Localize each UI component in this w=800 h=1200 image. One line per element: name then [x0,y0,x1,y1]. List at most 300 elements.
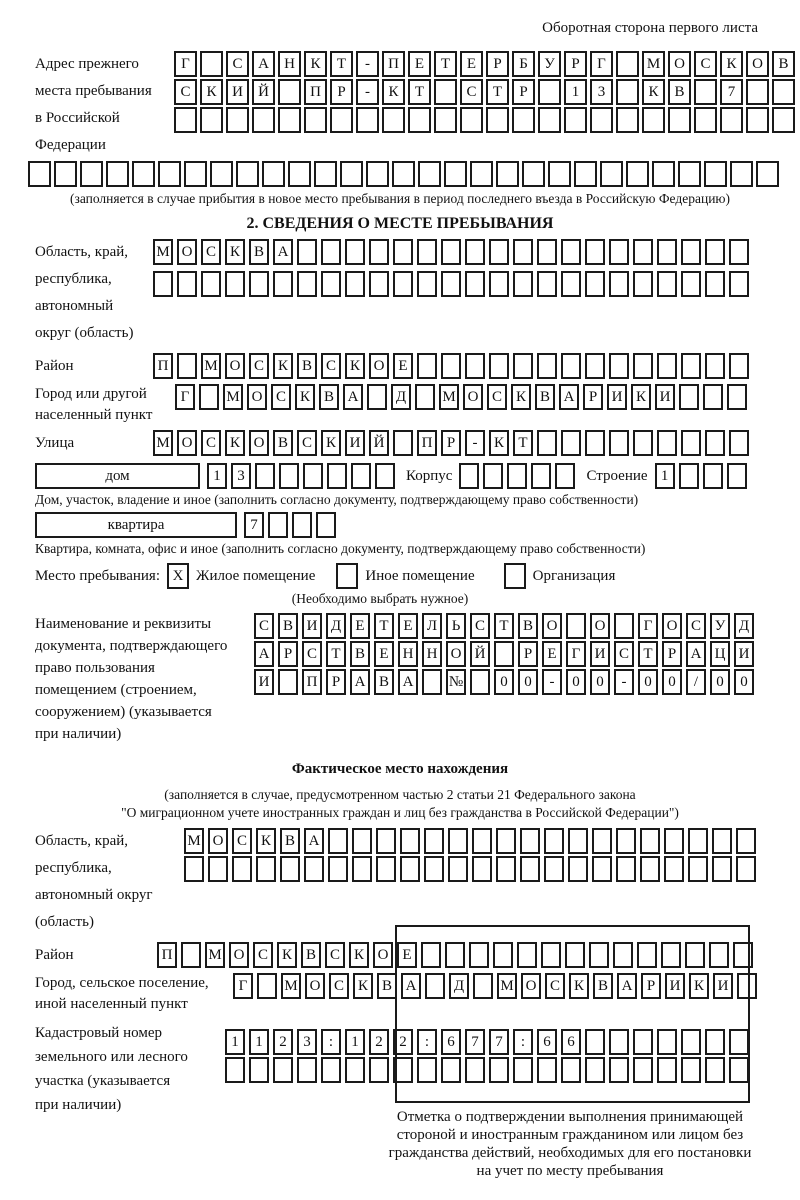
char-cell [297,239,317,265]
char-cell [393,239,413,265]
char-cell [633,271,653,297]
char-cell [664,856,684,882]
char-cell: П [157,942,177,968]
char-cell [470,161,493,187]
char-cell: К [382,79,405,105]
char-cell: О [373,942,393,968]
char-cell [328,828,348,854]
text-line: (область) [35,914,94,930]
char-cell [434,107,457,133]
char-cell [376,856,396,882]
char-cell: О [177,239,197,265]
char-cell: Р [486,51,509,77]
char-cell: Т [486,79,509,105]
char-cell: К [689,973,709,999]
char-cell: С [321,353,341,379]
char-cell: О [463,384,483,410]
text-line: "О миграционном учете иностранных граждан и лиц без гражданства в Российской Федерации") [121,805,679,820]
char-cell [772,79,795,105]
char-cell: 7 [720,79,743,105]
char-cell: К [321,430,341,456]
char-cell [278,79,301,105]
char-cell: А [398,669,418,695]
char-cell [356,107,379,133]
prev-address-row [174,107,798,133]
char-cell [704,161,727,187]
korpus-cells [459,463,579,489]
prev-address-note: (заполняется в случае прибытия в новое место пребывания в период последнего въезда в Российскую Федерацию) [69,191,731,206]
char-cell [574,161,597,187]
char-cell [201,271,221,297]
char-cell: У [538,51,561,77]
char-cell [496,856,516,882]
char-cell [273,271,293,297]
char-cell: О [590,613,610,639]
char-cell [616,828,636,854]
char-cell: 0 [710,669,730,695]
char-cell: С [201,430,221,456]
char-cell: О [249,430,269,456]
char-cell: К [256,828,276,854]
char-cell: 0 [494,669,514,695]
char-cell [444,161,467,187]
stroenie-label: Строение [586,468,648,484]
text-line: на учет по месту пребывания [476,1163,664,1179]
char-cell: 1 [655,463,675,489]
char-cell [688,828,708,854]
char-cell: В [593,973,613,999]
char-cell: К [489,430,509,456]
char-cell [400,856,420,882]
char-cell: С [201,239,221,265]
street-row [153,430,753,456]
char-cell: К [353,973,373,999]
char-cell [657,239,677,265]
char-cell: М [153,430,173,456]
char-cell [375,463,395,489]
char-cell [520,856,540,882]
char-cell [694,79,717,105]
text-line: документа, подтверждающего [35,638,228,654]
char-cell [199,384,219,410]
char-cell [327,463,347,489]
stay-type-label: Место пребывания: [35,568,160,584]
char-cell: 2 [273,1029,293,1055]
stay-type-checkbox-other [336,563,358,589]
house-row [35,463,800,489]
char-cell [592,856,612,882]
char-cell [772,107,795,133]
char-cell [585,239,605,265]
char-cell: Д [734,613,754,639]
char-cell [369,1057,389,1083]
stay-type-option-organization: Организация [532,568,616,584]
char-cell: К [295,384,315,410]
char-cell: Г [233,973,253,999]
char-cell: Г [638,613,658,639]
district-label [35,353,153,380]
char-cell [472,828,492,854]
char-cell: Н [422,641,442,667]
char-cell: О [668,51,691,77]
actual-region-grid [184,828,760,882]
char-cell [568,828,588,854]
char-cell: М [205,942,225,968]
char-cell [278,107,301,133]
char-cell [297,1057,317,1083]
char-cell [705,430,725,456]
apartment-field-box: квартира [35,512,237,538]
text-line: гражданства действий, необходимых для его постановки [388,1145,752,1161]
char-cell [424,856,444,882]
stay-type-option-residential: Жилое помещение [196,568,316,584]
char-cell [642,107,665,133]
char-cell: В [535,384,555,410]
char-cell [609,430,629,456]
char-cell [566,613,586,639]
char-cell: 3 [297,1029,317,1055]
char-cell [616,856,636,882]
char-cell [494,641,514,667]
char-cell [441,353,461,379]
section2-title: 2. СВЕДЕНИЯ О МЕСТЕ ПРЕБЫВАНИЯ [246,215,554,232]
document-label [35,613,254,745]
char-cell: Т [494,613,514,639]
char-cell [448,856,468,882]
char-cell: Е [408,51,431,77]
char-cell: № [446,669,466,695]
char-cell [657,271,677,297]
char-cell: О [305,973,325,999]
char-cell [681,353,701,379]
char-cell: С [325,942,345,968]
char-cell [292,512,312,538]
char-cell [262,161,285,187]
char-cell [418,161,441,187]
char-cell: Е [542,641,562,667]
char-cell: 0 [518,669,538,695]
char-cell [459,463,479,489]
char-cell [705,271,725,297]
document-row [254,641,758,667]
char-cell: Р [583,384,603,410]
char-cell: - [356,79,379,105]
char-cell: С [232,828,252,854]
char-cell [657,353,677,379]
char-cell: Д [391,384,411,410]
district-block [35,353,800,380]
char-cell [712,856,732,882]
char-cell: Т [638,641,658,667]
char-cell [681,430,701,456]
prev-address-block [35,51,800,159]
char-cell [703,384,723,410]
char-cell: С [271,384,291,410]
char-cell [208,856,228,882]
char-cell [226,107,249,133]
char-cell: : [321,1029,341,1055]
char-cell: И [345,430,365,456]
char-cell: В [301,942,321,968]
char-cell [727,384,747,410]
char-cell: А [252,51,275,77]
char-cell [200,107,223,133]
char-cell: 1 [207,463,227,489]
char-cell [328,856,348,882]
char-cell [489,239,509,265]
char-cell: Р [518,641,538,667]
char-cell: М [281,973,301,999]
text-line: Улица [35,435,75,451]
char-cell [486,107,509,133]
char-cell: Г [566,641,586,667]
house-field-box: дом [35,463,200,489]
char-cell: К [277,942,297,968]
char-cell [367,384,387,410]
char-cell [522,161,545,187]
char-cell [694,107,717,133]
char-cell [448,828,468,854]
char-cell: М [153,239,173,265]
region-block [35,239,800,347]
document-row [254,669,758,695]
char-cell [345,239,365,265]
char-cell [555,463,575,489]
char-cell: П [382,51,405,77]
text-line: иной населенный пункт [35,996,188,1012]
char-cell [512,107,535,133]
char-cell [369,271,389,297]
char-cell: И [734,641,754,667]
char-cell: Р [441,430,461,456]
char-cell: О [225,353,245,379]
char-cell [496,161,519,187]
char-cell: А [559,384,579,410]
char-cell [616,79,639,105]
char-cell [472,856,492,882]
char-cell: М [642,51,665,77]
char-cell: П [304,79,327,105]
char-cell: А [343,384,363,410]
text-line: Отметка о подтверждении выполнения принимающей [396,1109,744,1125]
text-line: сооружением) (указывается [35,704,212,720]
actual-region-row [184,828,760,854]
char-cell: Т [434,51,457,77]
char-cell [531,463,551,489]
char-cell: 1 [345,1029,365,1055]
char-cell: С [460,79,483,105]
char-cell: С [686,613,706,639]
char-cell [633,430,653,456]
char-cell [640,856,660,882]
char-cell: В [518,613,538,639]
char-cell: А [254,641,274,667]
char-cell [153,271,173,297]
actual-region-block [35,828,800,936]
char-cell: М [439,384,459,410]
text-line: республика, [35,860,112,876]
char-cell [561,271,581,297]
char-cell: 0 [662,669,682,695]
char-cell [351,463,371,489]
char-cell [304,856,324,882]
char-cell [513,239,533,265]
char-cell [393,271,413,297]
char-cell: Е [393,353,413,379]
char-cell: М [184,828,204,854]
text-line: округ (область) [35,325,134,341]
char-cell [681,271,701,297]
char-cell: : [417,1029,437,1055]
char-cell [174,107,197,133]
char-cell: Р [326,669,346,695]
city-row [175,384,751,410]
char-cell [268,512,288,538]
char-cell: - [614,669,634,695]
char-cell [513,271,533,297]
char-cell [352,828,372,854]
char-cell [158,161,181,187]
char-cell: С [253,942,273,968]
char-cell [548,161,571,187]
char-cell [210,161,233,187]
char-cell: П [302,669,322,695]
char-cell: Р [512,79,535,105]
confirmation-stamp-box [395,925,750,1103]
char-cell [465,353,485,379]
char-cell: С [545,973,565,999]
char-cell [720,107,743,133]
char-cell: О [369,353,389,379]
char-cell [729,430,749,456]
char-cell: И [254,669,274,695]
char-cell [382,107,405,133]
text-line: при наличии) [35,726,122,742]
apartment-note: Квартира, комната, офис и иное (заполнить согласно документу, подтверждающему право собственности) [35,541,646,556]
char-cell [633,239,653,265]
actual-location-note [0,786,800,822]
char-cell: П [417,430,437,456]
char-cell: 2 [393,1029,413,1055]
char-cell: С [614,641,634,667]
char-cell [177,353,197,379]
city-label [35,384,175,426]
char-cell [28,161,51,187]
char-cell [393,430,413,456]
char-cell [232,856,252,882]
text-line: Федерации [35,137,106,153]
prev-address-grid [174,51,798,135]
char-cell: С [174,79,197,105]
char-cell: А [304,828,324,854]
char-cell [609,353,629,379]
char-cell [568,856,588,882]
char-cell: Л [422,613,442,639]
char-cell: Й [252,79,275,105]
char-cell [561,239,581,265]
char-cell: С [249,353,269,379]
char-cell: В [280,828,300,854]
char-cell [280,856,300,882]
char-cell: 6 [441,1029,461,1055]
apartment-row [35,512,800,538]
char-cell [321,239,341,265]
char-cell [609,271,629,297]
char-cell: 1 [225,1029,245,1055]
char-cell [345,271,365,297]
char-cell: Й [470,641,490,667]
char-cell: В [278,613,298,639]
char-cell: В [377,973,397,999]
char-cell: В [297,353,317,379]
char-cell [465,271,485,297]
char-cell [255,463,275,489]
char-cell: Ь [446,613,466,639]
char-cell [225,1057,245,1083]
char-cell: С [226,51,249,77]
char-cell [705,353,725,379]
korpus-label: Корпус [406,468,453,484]
text-line: (заполняется в случае, предусмотренном частью 2 статьи 21 Федерального закона [164,787,636,802]
prev-address-label [35,51,174,159]
char-cell [614,613,634,639]
char-cell: К [631,384,651,410]
char-cell: 2 [369,1029,389,1055]
char-cell [729,271,749,297]
char-cell: О [247,384,267,410]
char-cell: 3 [590,79,613,105]
char-cell [249,271,269,297]
char-cell [729,239,749,265]
char-cell [585,353,605,379]
char-cell [408,107,431,133]
stay-type-checkbox-organization [504,563,526,589]
char-cell: Р [278,641,298,667]
char-cell: А [617,973,637,999]
char-cell: Т [513,430,533,456]
char-cell: - [465,430,485,456]
document-grid [254,613,758,695]
char-cell [376,828,396,854]
char-cell [679,463,699,489]
char-cell [184,161,207,187]
char-cell: И [226,79,249,105]
char-cell [703,463,723,489]
char-cell: К [511,384,531,410]
char-cell [352,856,372,882]
text-line: Наименование и реквизиты [35,616,212,632]
char-cell: Т [330,51,353,77]
char-cell [465,239,485,265]
text-line: автономный [35,298,114,314]
char-cell: 1 [249,1029,269,1055]
char-cell: И [655,384,675,410]
char-cell: 0 [638,669,658,695]
region-grid [153,239,753,297]
char-cell [489,271,509,297]
char-cell [297,271,317,297]
char-cell [316,512,336,538]
char-cell: В [273,430,293,456]
char-cell: А [401,973,421,999]
char-cell: - [356,51,379,77]
char-cell [681,239,701,265]
stroenie-cells [655,463,751,489]
actual-city-label [35,973,233,1015]
char-cell: С [297,430,317,456]
char-cell [106,161,129,187]
char-cell [496,828,516,854]
